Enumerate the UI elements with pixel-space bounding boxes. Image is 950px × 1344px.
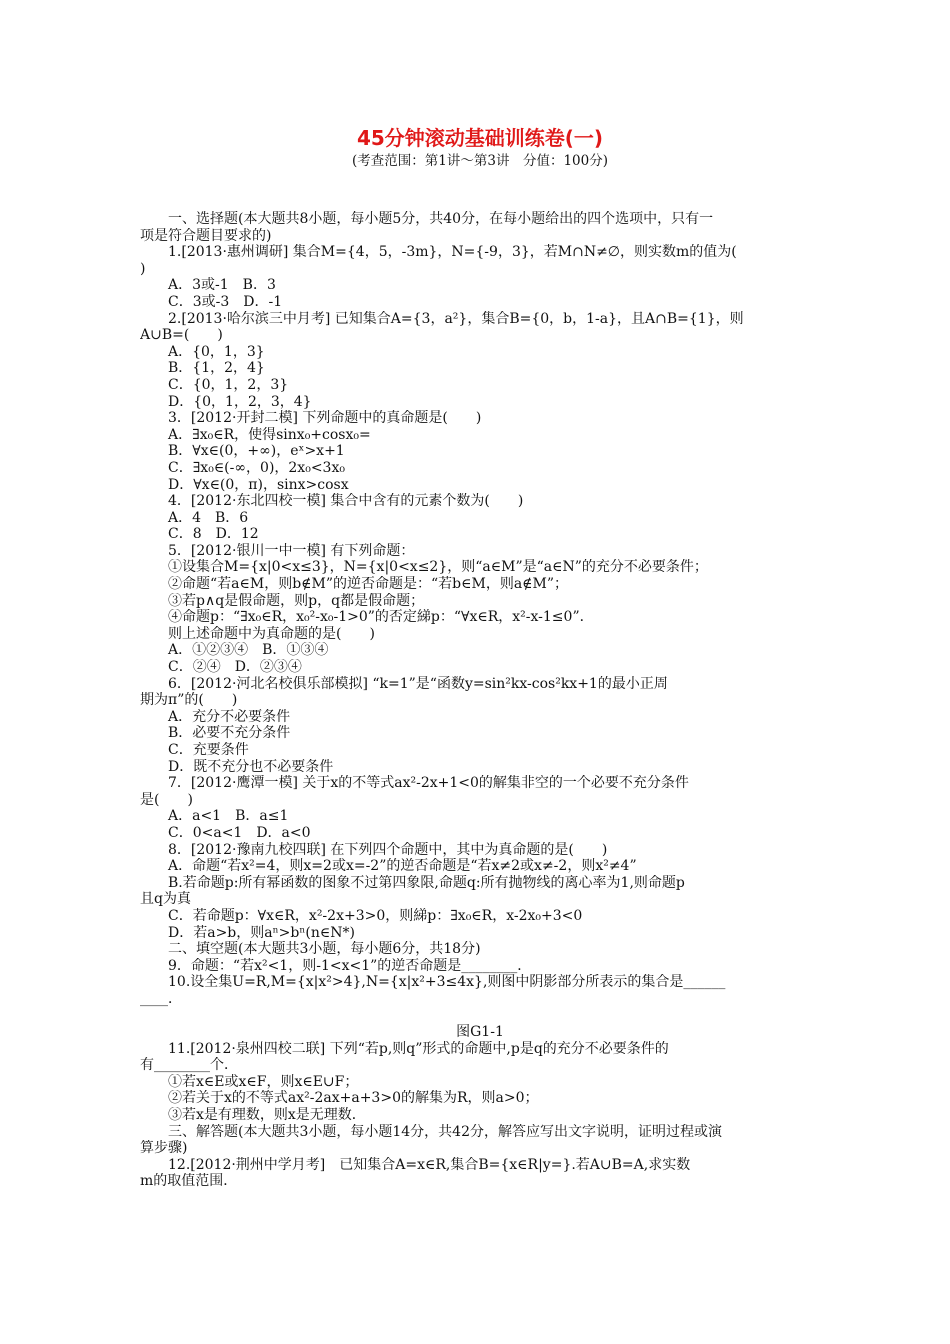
text-line: 12.[2012·荆州中学月考] 已知集合A=x∈R,集合B={x∈R|y=}.若A∪B=A,求实数 [168,1156,691,1173]
text-line: A∪B=( ) [140,327,223,344]
text-line: B.若命题p:所有幂函数的图象不过第四象限,命题q:所有抛物线的离心率为1,则命题p [168,874,685,891]
text-line: 则上述命题中为真命题的是( ) [168,625,375,642]
text-line: ②命题“若a∈M，则b∉M”的逆否命题是：“若b∈M，则a∉M”； [168,576,569,593]
text-line: 二、填空题(本大题共3小题，每小题6分，共18分) [168,941,481,958]
text-line: C．②④ D．②③④ [168,659,302,676]
text-line: 1.[2013·惠州调研] 集合M={4，5，-3m}，N={-9，3}，若M∩N≠∅，则实数m的值为( [168,244,737,261]
text-line: ②若关于x的不等式ax²-2ax+a+3>0的解集为R，则a>0； [168,1090,539,1107]
text-line: 有________个． [140,1057,238,1074]
text-line: C．充要条件 [168,742,249,758]
text-line: 9．命题：“若x²<1，则-1<x<1”的逆否命题是________． [168,957,532,974]
text-line: ____． [140,990,182,1007]
text-line: 3．[2012·开封二模] 下列命题中的真命题是( ) [168,410,482,427]
text-line: 7．[2012·鹰潭一模] 关于x的不等式ax²-2x+1<0的解集非空的一个必要不充分条件 [168,775,689,792]
text-line: A．充分不必要条件 [168,708,291,725]
text-line: A．{0，1，3} [168,343,265,360]
page-subtitle: (考查范围：第1讲～第3讲 分值：100分) [352,153,608,169]
text-line: A．命题“若x²=4，则x=2或x=-2”的逆否命题是“若x≠2或x≠-2，则x²≠4” [168,858,637,875]
text-line: A．4 B．6 [168,509,249,526]
text-line: 是( ) [140,791,193,808]
text-line: ③若x是有理数，则x是无理数． [168,1107,366,1124]
text-line: C．{0，1，2，3} [168,376,289,393]
figure-caption: 图G1-1 [456,1024,504,1041]
text-line [140,1008,820,1025]
text-line: ①设集合M={x|0<x≤3}，N={x|0<x≤2}，则“a∈M”是“a∈N”的充分不必要条件； [168,559,708,576]
text-line: A．3或-1 B．3 [168,277,276,294]
text-line: m的取值范围． [140,1173,238,1190]
text-line: D．{0，1，2，3，4} [168,393,312,410]
text-line: 算步骤) [140,1140,188,1157]
text-line: 5．[2012·银川一中一模] 有下列命题： [168,542,415,559]
text-line: D．既不充分也不必要条件 [168,758,334,775]
text-line: ①若x∈E或x∈F，则x∈E∪F； [168,1073,359,1090]
text-line: D．∀x∈(0，π)，sinx>cosx [168,476,349,493]
text-line: 且q为真 [140,891,191,908]
text-line: C．0<a<1 D．a<0 [168,824,311,841]
text-line: A．∃x₀∈R，使得sinx₀+cosx₀= [168,426,371,443]
text-line: 4．[2012·东北四校一模] 集合中含有的元素个数为( ) [168,493,524,510]
text-line: A．a<1 B．a≤1 [168,808,289,825]
text-line: D．若a>b，则aⁿ>bⁿ(n∈N*) [168,924,355,941]
text-line: 2.[2013·哈尔滨三中月考] 已知集合A={3，a²}，集合B={0，b，1-a}，且A∩B={1}，则 [168,310,744,327]
document-body [140,211,820,1190]
text-line: B．∀x∈(0，+∞)，eˣ>x+1 [168,443,345,460]
text-line: 期为π”的( ) [140,692,238,709]
text-line: B．必要不充分条件 [168,725,291,742]
text-line: C．若命题p：∀x∈R，x²-2x+3>0，则綈p：∃x₀∈R，x-2x₀+3<0 [168,907,583,924]
text-line: 6．[2012·河北名校俱乐部模拟] “k=1”是“函数y=sin²kx-cos²kx+1的最小正周 [168,675,668,692]
text-line: 11.[2012·泉州四校二联] 下列“若p,则q”形式的命题中,p是q的充分不必要条件的 [168,1040,669,1057]
text-line: ③若p∧q是假命题，则p，q都是假命题； [168,592,425,609]
text-line: C．3或-3 D．-1 [168,293,283,310]
text-line: C．∃x₀∈(-∞，0)，2x₀<3x₀ [168,459,345,476]
page-title: 45分钟滚动基础训练卷(一) [356,126,604,150]
text-line: C．8 D．12 [168,526,259,543]
text-line: ④命题p：“∃x₀∈R，x₀²-x₀-1>0”的否定綈p：“∀x∈R，x²-x-1≤0”． [168,609,594,626]
text-line: 10.设全集U=R,M={x|x²>4},N={x|x²+3≤4x},则图中阴影部分所表示的集合是______ [168,974,726,991]
text-line: 项是符合题目要求的) [140,227,272,244]
text-line: 8．[2012·豫南九校四联] 在下列四个命题中，其中为真命题的是( ) [168,841,608,858]
text-line: 三、解答题(本大题共3小题，每小题14分，共42分，解答应写出文字说明，证明过程或演 [168,1123,722,1140]
text-line: ) [140,260,146,277]
text-line: 一、选择题(本大题共8小题，每小题5分，共40分，在每小题给出的四个选项中，只有一 [168,211,714,227]
text-line: B．{1，2，4} [168,360,265,377]
text-line: A．①②③④ B．①③④ [168,642,329,659]
